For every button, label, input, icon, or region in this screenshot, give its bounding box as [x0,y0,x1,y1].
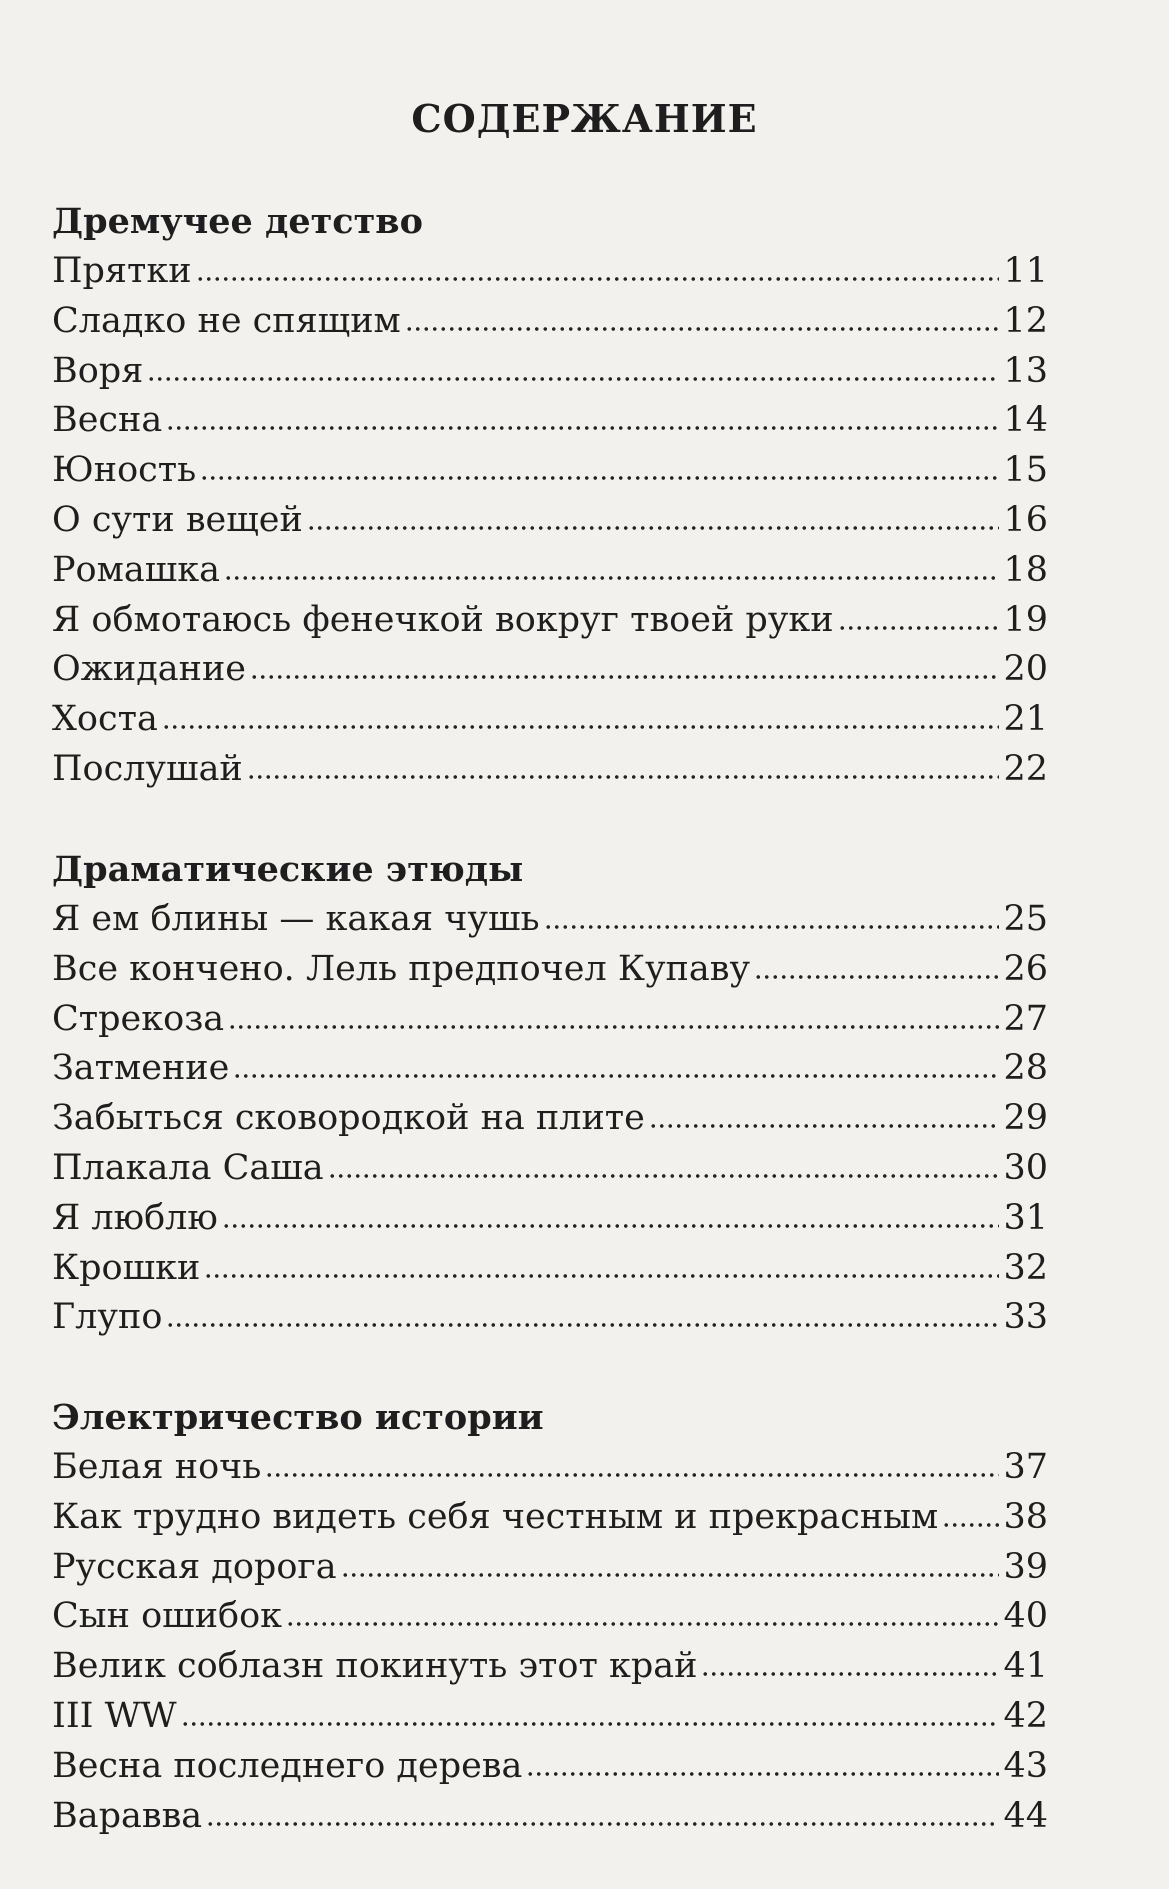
dot-leader [526,1771,999,1777]
entry-title: III WW [52,1695,177,1736]
toc-section [52,1393,1048,1841]
entry-title: Крошки [52,1247,201,1288]
entry-page-number: 30 [1003,1147,1048,1188]
dot-leader [224,575,999,581]
dot-leader [544,924,1000,930]
page-title: СОДЕРЖАНИЕ [411,96,758,141]
entry-page-number: 42 [1003,1695,1048,1736]
entry-title: Сладко не спящим [52,300,401,341]
toc-entry [52,1443,1048,1493]
dot-leader [754,974,999,980]
toc-entry [52,895,1048,945]
dot-leader [942,1522,999,1528]
toc-entry [52,596,1048,646]
entry-title: Я люблю [52,1197,218,1238]
dot-leader [233,1073,999,1079]
entry-title: Плакала Саша [52,1147,324,1188]
dot-leader [200,475,999,481]
entry-page-number: 12 [1003,300,1048,341]
toc-entry [52,1642,1048,1692]
dot-leader [162,724,1000,730]
dot-leader [328,1173,1000,1179]
entry-page-number: 38 [1003,1496,1048,1537]
entry-title: Сын ошибок [52,1596,283,1637]
entry-page-number: 16 [1003,499,1048,540]
entry-page-number: 14 [1003,400,1048,441]
entry-title: Забыться сковородкой на плите [52,1098,645,1139]
dot-leader [341,1572,1000,1578]
entry-page-number: 13 [1003,350,1048,391]
entry-title: Затмение [52,1048,230,1089]
toc-section [52,197,1048,795]
dot-leader [147,376,999,382]
section-heading: Драматические этюды [52,849,524,890]
dot-leader [247,774,1000,780]
dot-leader [649,1123,1000,1129]
entry-title: Как трудно видеть себя честным и прекрасным [52,1496,939,1537]
dot-leader [166,425,999,431]
dot-leader [204,1273,999,1279]
toc-entry [52,1094,1048,1144]
dot-leader [265,1472,999,1478]
entry-page-number: 43 [1003,1745,1048,1786]
toc-entry [52,945,1048,995]
toc-entry [52,645,1048,695]
toc-entry [52,1493,1048,1543]
toc-entry [52,1592,1048,1642]
entry-title: Белая ночь [52,1447,262,1487]
toc-entry [52,1144,1048,1194]
toc-section [52,845,1048,1343]
entry-page-number: 31 [1003,1197,1048,1238]
entry-title: Я ем блины — какая чушь [52,899,540,939]
entry-page-number: 29 [1003,1098,1048,1139]
toc-entry [52,1293,1048,1343]
section-heading: Электричество истории [52,1397,544,1438]
dot-leader [701,1671,999,1677]
section-heading: Дремучее детство [52,201,423,242]
entry-title: Я обмотаюсь фенечкой вокруг твоей руки [52,599,834,640]
entry-page-number: 15 [1003,450,1048,491]
entry-page-number: 33 [1003,1297,1048,1338]
entry-title: Ожидание [52,649,247,690]
dot-leader [181,1721,1000,1727]
dot-leader [405,326,1000,332]
toc-entry [52,1194,1048,1244]
toc-entry [52,1742,1048,1792]
dot-leader [222,1223,1000,1229]
entry-title: Юность [52,450,197,491]
entry-page-number: 27 [1003,998,1048,1039]
toc-entry [52,396,1048,446]
entry-title: О сути вещей [52,499,303,540]
dot-leader [838,625,1000,631]
toc-entry [52,247,1048,297]
dot-leader [206,1821,999,1827]
toc-entry [52,347,1048,397]
toc-entry [52,446,1048,496]
entry-page-number: 25 [1003,899,1048,939]
entry-page-number: 37 [1003,1447,1048,1487]
toc-entry [52,695,1048,745]
entry-page-number: 22 [1003,748,1048,789]
toc-entry [52,995,1048,1045]
entry-title: Весна последнего дерева [52,1745,523,1786]
entry-title: Прятки [52,251,192,291]
toc-entry [52,1244,1048,1294]
entry-title: Воря [52,350,144,391]
dot-leader [166,1322,999,1328]
entry-page-number: 41 [1003,1646,1048,1687]
toc-entry [52,546,1048,596]
entry-title: Ромашка [52,549,220,590]
entry-page-number: 20 [1003,649,1048,690]
dot-leader [228,1024,999,1030]
entry-page-number: 18 [1003,549,1048,590]
toc-entry [52,1543,1048,1593]
entry-title: Стрекоза [52,998,225,1039]
toc-entry [52,1692,1048,1742]
entry-title: Глупо [52,1297,163,1338]
dot-leader [307,525,1000,531]
entry-page-number: 28 [1003,1048,1048,1089]
entry-title: Хоста [52,699,158,740]
entry-title: Велик соблазн покинуть этот край [52,1646,698,1687]
entry-title: Русская дорога [52,1546,337,1587]
toc-entry [52,297,1048,347]
entry-page-number: 26 [1003,948,1048,989]
entry-title: Послушай [52,748,243,789]
entry-page-number: 19 [1003,599,1048,640]
entry-title: Весна [52,400,163,441]
entry-page-number: 32 [1003,1247,1048,1288]
dot-leader [196,276,1000,282]
entry-page-number: 21 [1003,699,1048,740]
entry-page-number: 39 [1003,1546,1048,1587]
toc-entry [52,745,1048,795]
dot-leader [250,674,999,680]
entry-page-number: 40 [1003,1596,1048,1637]
dot-leader [286,1621,999,1627]
entry-title: Варавва [52,1795,203,1836]
entry-page-number: 44 [1003,1795,1048,1836]
entry-title: Все кончено. Лель предпочел Купаву [52,948,751,989]
toc-entry [52,496,1048,546]
toc-entry [52,1792,1048,1842]
toc-entry [52,1044,1048,1094]
entry-page-number: 11 [1003,251,1048,291]
